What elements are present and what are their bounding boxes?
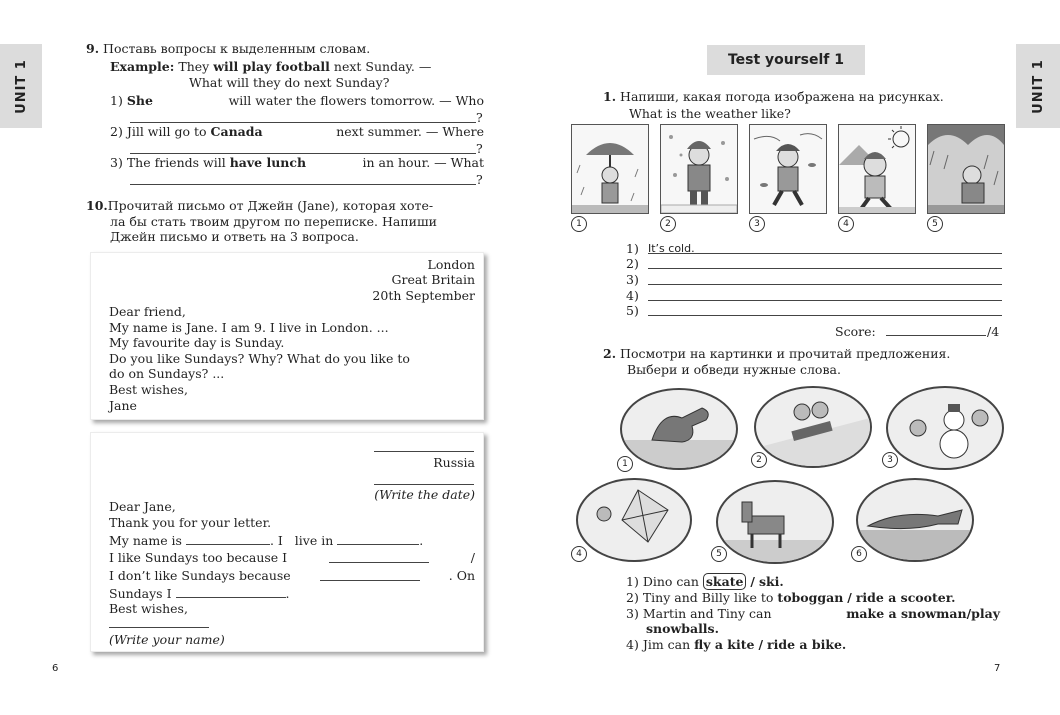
ex9-instruction: Поставь вопросы к выделенным словам. xyxy=(103,41,371,56)
ex2-heading xyxy=(603,346,950,362)
option-skate[interactable]: skate xyxy=(703,573,747,590)
blank[interactable] xyxy=(329,550,429,563)
blank[interactable] xyxy=(176,585,286,598)
picture-number: 6 xyxy=(851,546,867,562)
rain-icon xyxy=(572,125,648,213)
ex10-instruction-line: Джейн письмо и ответь на 3 вопроса. xyxy=(110,229,359,244)
answer-number: 1) xyxy=(626,241,639,256)
item-num: 3) xyxy=(110,155,123,170)
snowflake-icon xyxy=(661,125,737,213)
answer-line[interactable] xyxy=(648,284,1002,285)
picture-number: 5 xyxy=(927,216,943,232)
ex1-number: 1. xyxy=(603,89,617,104)
sentence-1 xyxy=(626,574,784,590)
weather-picture-windy xyxy=(749,124,827,214)
ex2-number: 2. xyxy=(603,346,617,361)
separator: / xyxy=(847,590,852,605)
picture-number: 4 xyxy=(571,546,587,562)
blank[interactable] xyxy=(320,568,420,581)
blank[interactable] xyxy=(186,532,270,545)
page-number-right: 7 xyxy=(994,663,1001,674)
text: Sundays I xyxy=(109,586,172,601)
unit-tab-label: UNIT 1 xyxy=(13,58,29,114)
answer-line[interactable] xyxy=(130,184,476,185)
date-hint: (Write the date) xyxy=(374,487,475,502)
weather-picture-rainy xyxy=(571,124,649,214)
example-answer: What will they do next Sunday? xyxy=(189,75,390,90)
letter-body-line: My name is Jane. I am 9. I live in London. ... xyxy=(109,320,389,335)
item-pre: The friends will xyxy=(126,155,226,170)
ex1-instruction: Напиши, какая погода изображена на рисунках. xyxy=(620,89,944,104)
text: My name is xyxy=(109,533,182,548)
ex9-heading xyxy=(86,41,370,57)
item-rest: in an hour. — What xyxy=(362,155,484,170)
ex2-instruction-line: Выбери и обведи нужные слова. xyxy=(627,362,841,377)
score-input[interactable] xyxy=(886,335,986,336)
ex1-heading xyxy=(603,89,944,105)
answer-number: 2) xyxy=(626,256,639,271)
text: I like Sundays too because I xyxy=(109,550,288,565)
option-make-snowman[interactable]: make a snowman/play xyxy=(846,606,1000,621)
sentence-pre: Dino can xyxy=(642,574,699,589)
test-title: Test yourself 1 xyxy=(727,52,845,68)
text: / xyxy=(470,550,475,565)
picture-dino-skating xyxy=(620,388,738,470)
score-max: /4 xyxy=(987,324,1000,339)
picture-number: 2 xyxy=(660,216,676,232)
address-line[interactable] xyxy=(374,451,474,452)
answer-number: 3) xyxy=(626,272,639,287)
item-pre: Jill will go to xyxy=(126,124,207,139)
letter-body-line: Do you like Sundays? Why? What do you like to xyxy=(109,351,410,366)
answer-line[interactable] xyxy=(130,153,476,154)
reply-line-4: Sundays I . xyxy=(109,586,290,601)
option-toboggan[interactable]: toboggan xyxy=(777,590,844,605)
answer-line[interactable] xyxy=(130,122,476,123)
letter-body-line: do on Sundays? ... xyxy=(109,366,225,381)
answer-line[interactable] xyxy=(648,315,1002,316)
ex9-item-2 xyxy=(110,124,484,140)
question-mark: ? xyxy=(476,110,483,125)
letter-greeting: Dear friend, xyxy=(109,304,186,319)
answer-number: 5) xyxy=(626,303,639,318)
question-mark: ? xyxy=(476,141,483,156)
letter-country: Great Britain xyxy=(391,272,475,287)
example-post: next Sunday. — xyxy=(333,59,432,74)
sun-icon xyxy=(839,125,915,213)
example-pre: They xyxy=(178,59,210,74)
reply-line-2 xyxy=(109,550,475,566)
answer-number: 4) xyxy=(626,288,639,303)
picture-kite xyxy=(576,478,692,562)
name-line[interactable] xyxy=(109,627,209,628)
option-play-snowballs[interactable]: snowballs. xyxy=(646,621,719,636)
letter-body-line: My favourite day is Sunday. xyxy=(109,335,285,350)
sled-icon xyxy=(756,388,870,466)
picture-snowman xyxy=(886,386,1004,470)
item-num: 1) xyxy=(110,93,123,108)
reply-line-3 xyxy=(109,568,475,584)
weather-picture-sunny xyxy=(838,124,916,214)
option-ride-bike[interactable]: ride a bike. xyxy=(767,637,847,652)
ex1-question: What is the weather like? xyxy=(629,106,791,121)
picture-number: 1 xyxy=(571,216,587,232)
answer-text: It’s cold. xyxy=(648,242,695,255)
letter-closing: Best wishes, xyxy=(109,382,188,397)
option-ride-scooter[interactable]: ride a scooter. xyxy=(855,590,956,605)
horse-icon xyxy=(718,482,832,562)
picture-number: 3 xyxy=(882,452,898,468)
sentence-num: 4) xyxy=(626,637,639,652)
ex9-item-3 xyxy=(110,155,484,171)
picture-number: 1 xyxy=(617,456,633,472)
ex9-item-1 xyxy=(110,93,484,109)
answer-line[interactable] xyxy=(648,268,1002,269)
page-number-left: 6 xyxy=(52,663,59,674)
picture-crocodile xyxy=(856,478,974,562)
picture-number: 2 xyxy=(751,452,767,468)
sentence-2 xyxy=(626,590,956,606)
unit-tab-left xyxy=(0,44,42,128)
ex10-instruction-line: Прочитай письмо от Джейн (Jane), которая хоте- xyxy=(107,198,434,213)
ex9-example xyxy=(110,59,431,75)
test-title-box xyxy=(707,45,865,75)
item-bold: have lunch xyxy=(229,155,307,170)
picture-number: 4 xyxy=(838,216,854,232)
reply-closing: Best wishes, xyxy=(109,601,188,616)
question-mark: ? xyxy=(476,172,483,187)
ex2-instruction-line: Посмотри на картинки и прочитай предложения. xyxy=(620,346,951,361)
text: live in xyxy=(294,533,334,548)
reply-line-1: My name is . I live in . xyxy=(109,533,424,548)
picture-number: 5 xyxy=(711,546,727,562)
kite-icon xyxy=(578,480,690,560)
storm-icon xyxy=(928,125,1004,213)
unit-tab-label: UNIT 1 xyxy=(1030,58,1046,114)
text: . On xyxy=(448,568,475,583)
ex9-number: 9. xyxy=(86,41,100,56)
weather-picture-cold xyxy=(660,124,738,214)
reply-letter xyxy=(90,432,484,652)
sentence-pre: Tiny and Billy like to xyxy=(642,590,774,605)
crocodile-icon xyxy=(858,480,972,560)
letter-date: 20th September xyxy=(372,288,475,303)
option-fly-kite[interactable]: fly a kite xyxy=(694,637,755,652)
letter-from-jane xyxy=(90,252,484,420)
answer-line[interactable] xyxy=(648,253,1002,254)
sentence-3 xyxy=(626,606,1000,622)
example-label: Example: xyxy=(110,59,175,74)
sentence-pre: Martin and Tiny can xyxy=(642,606,772,621)
reply-country: Russia xyxy=(433,455,475,470)
sentence-num: 1) xyxy=(626,574,639,589)
letter-city: London xyxy=(427,257,475,272)
text: I don’t like Sundays because xyxy=(109,568,291,583)
sentence-4 xyxy=(626,637,846,653)
weather-picture-stormy xyxy=(927,124,1005,214)
dinosaur-icon xyxy=(622,390,736,468)
ex10-instruction-line: ла бы стать твоим другом по переписке. Напиши xyxy=(110,214,437,229)
answer-line[interactable] xyxy=(648,300,1002,301)
date-line[interactable] xyxy=(374,484,474,485)
picture-tobogganing xyxy=(754,386,872,468)
snowman-icon xyxy=(888,388,1002,468)
blank[interactable] xyxy=(337,532,419,545)
wind-icon xyxy=(750,125,826,213)
reply-greeting: Dear Jane, xyxy=(109,499,176,514)
picture-number: 3 xyxy=(749,216,765,232)
item-bold: She xyxy=(126,93,153,108)
score-label: Score: xyxy=(835,324,876,339)
picture-horse xyxy=(716,480,834,564)
ex10-number: 10. xyxy=(86,198,108,213)
sentence-num: 2) xyxy=(626,590,639,605)
separator: / xyxy=(758,637,764,652)
name-hint: (Write your name) xyxy=(109,632,225,647)
sentence-pre: Jim can xyxy=(642,637,691,652)
example-bold: will play football xyxy=(213,59,330,74)
reply-thanks: Thank you for your letter. xyxy=(109,515,272,530)
item-num: 2) xyxy=(110,124,123,139)
text: . I xyxy=(269,533,283,548)
item-bold: Canada xyxy=(210,124,263,139)
unit-tab-right xyxy=(1016,44,1060,128)
sentence-num: 3) xyxy=(626,606,639,621)
item-rest: next summer. — Where xyxy=(336,124,484,139)
ex10-heading xyxy=(86,198,433,214)
option-ski[interactable]: ski. xyxy=(758,574,784,589)
item-rest: will water the flowers tomorrow. — Who xyxy=(228,93,484,108)
letter-signature: Jane xyxy=(109,398,137,413)
separator: / xyxy=(750,574,755,589)
